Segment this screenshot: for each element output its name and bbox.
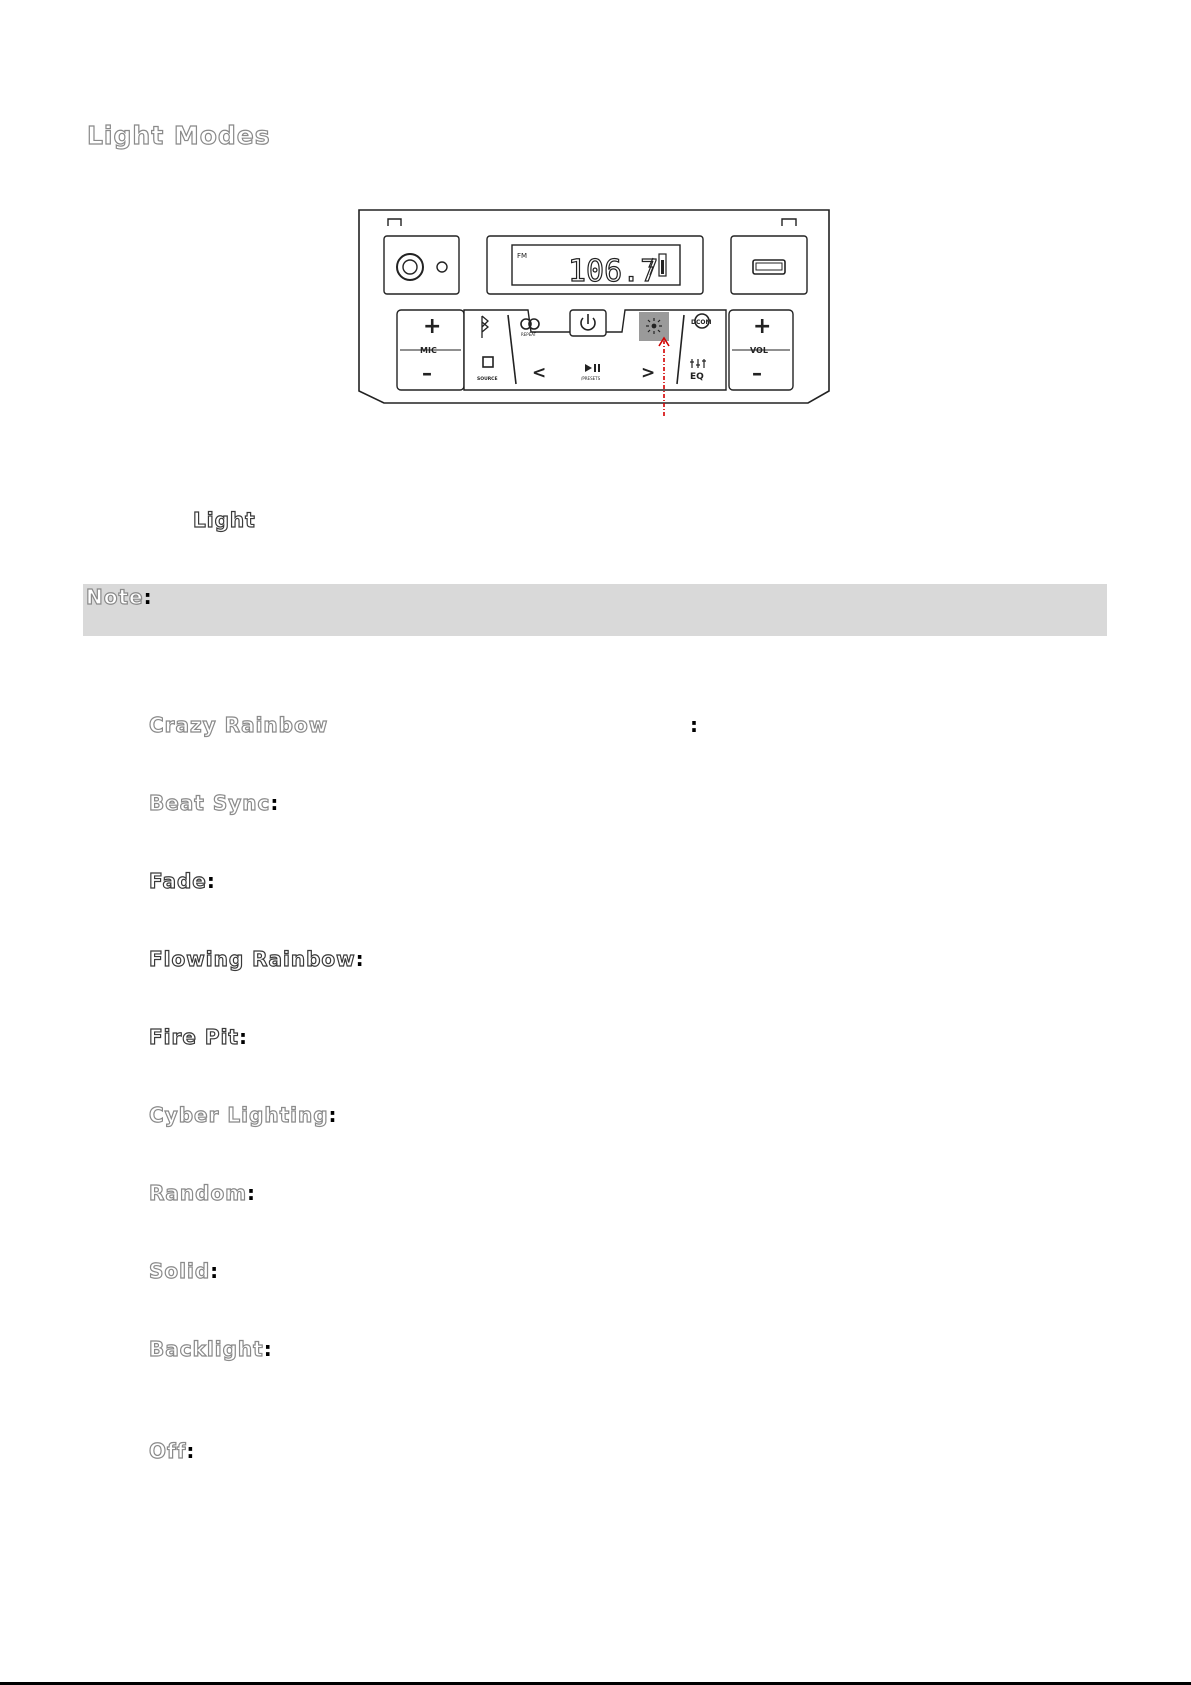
volume-label: VOL [750, 346, 768, 355]
source-label: SOURCE [477, 377, 498, 382]
mic-plus-button: + [423, 314, 442, 339]
mode-solid: Solid: [149, 1259, 219, 1283]
dcom-label: DCOM [691, 319, 712, 326]
mode-flowing-rainbow: Flowing Rainbow: [149, 947, 364, 971]
mode-fire-pit: Fire Pit: [149, 1025, 247, 1049]
presets-label: /PRESETS [581, 376, 601, 381]
aux-jack-icon [437, 262, 447, 272]
mode-crazy-rainbow: Crazy Rainbow [149, 713, 329, 737]
control-panel-diagram [356, 208, 832, 423]
light-icon [652, 324, 657, 329]
light-button-reference: Light [193, 508, 256, 532]
note-label: Note: [86, 585, 152, 609]
mode-backlight: Backlight: [149, 1337, 272, 1361]
mode-fade: Fade: [149, 869, 215, 893]
mode-random: Random: [149, 1181, 256, 1205]
crazy-rainbow-colon: : [690, 713, 698, 737]
mode-cyber-lighting: Cyber Lighting: [149, 1103, 337, 1127]
page-title: Light Modes [87, 121, 271, 150]
repeat-label: REPEAT [521, 332, 537, 337]
next-button: > [641, 363, 656, 383]
eq-label: EQ [690, 372, 704, 382]
mic-label: MIC [420, 346, 437, 355]
mode-off: Off: [149, 1439, 195, 1463]
display-value: 106.7 [568, 254, 659, 289]
mode-beat-sync: Beat Sync: [149, 791, 279, 815]
volume-plus-button: + [753, 314, 772, 339]
note-box [83, 584, 1107, 636]
mic-minus-button: – [422, 361, 432, 385]
display-band: FM [517, 252, 528, 260]
volume-minus-button: – [752, 361, 762, 385]
previous-button: < [532, 363, 547, 383]
eq-icon [690, 359, 706, 368]
